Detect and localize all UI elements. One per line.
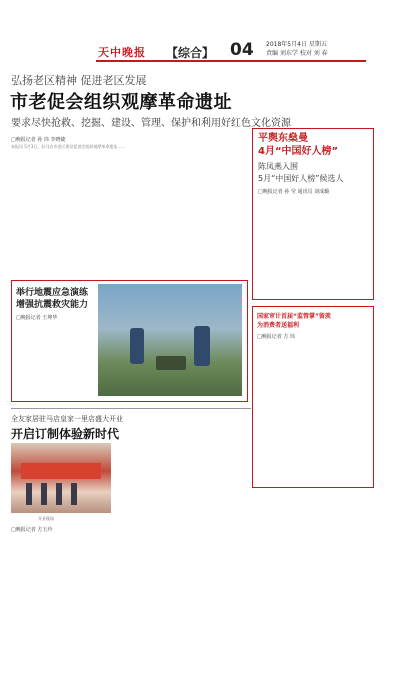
drill-story-byline: □晚报记者 王坤华 xyxy=(16,315,58,321)
side-story-title-1: 平舆东燊曼 xyxy=(258,133,308,144)
opening-byline: □晚报记者 方玉玲 xyxy=(11,527,53,533)
opening-person-2 xyxy=(41,483,47,505)
drill-story-title-1: 举行地震应急演练 xyxy=(16,288,89,298)
lead-headline: 市老促会组织观摩革命遗址 xyxy=(10,92,232,113)
issue-date: 2018年5月4日 xyxy=(266,41,307,48)
opening-photo xyxy=(11,443,111,513)
opening-banner xyxy=(21,463,101,479)
masthead-section: 【综合】 xyxy=(166,46,215,60)
lead-byline: □晚报记者 孙 玮 李晓婕 xyxy=(11,137,66,143)
opening-person-3 xyxy=(56,483,62,505)
side-story-byline: □晚报记者 孙 莹 通讯员 刘成璐 xyxy=(258,189,330,195)
masthead-meta xyxy=(266,40,356,58)
opening-person-4 xyxy=(71,483,77,505)
legal-story-title-2: 为消费者送福利 xyxy=(257,322,300,329)
side-story-title-2: 4月“中国好人榜” xyxy=(258,146,339,157)
opening-body-col1 xyxy=(11,534,111,644)
side-story-body xyxy=(258,197,368,293)
opening-photo-caption: 开业现场 xyxy=(38,516,54,521)
legal-story-byline: □晚报记者 方 玮 xyxy=(257,334,295,340)
opening-headline: 开启订制体验新时代 xyxy=(11,427,120,441)
lead-subhead: 要求尽快抢救、挖掘、建设、管理、保护和利用好红色文化资源 xyxy=(11,118,291,129)
legal-story-title-1: 国家审计首届“监管掌”留羡 xyxy=(257,313,331,320)
opening-top-rule xyxy=(11,408,251,409)
masthead-logo: 天中晚报 xyxy=(98,46,146,59)
editor-credit: 责编 刘东学 xyxy=(266,50,298,57)
drill-person-2 xyxy=(194,326,210,366)
lead-body-col1 xyxy=(11,144,126,268)
proof-credit: 校对 刘 春 xyxy=(299,50,328,57)
masthead-rule xyxy=(96,60,366,62)
drill-equipment xyxy=(156,356,186,370)
drill-person-1 xyxy=(130,328,144,364)
opening-person-1 xyxy=(26,483,32,505)
opening-body-col2 xyxy=(116,443,182,643)
lead-date-note: 本报讯 5月3日，驻马店市老区建设促进会组织观摩革命遗址…… xyxy=(11,144,126,149)
legal-story-body xyxy=(257,342,367,482)
drill-story-body xyxy=(16,322,94,396)
drill-story-title-2: 增强抗震救灾能力 xyxy=(16,300,89,310)
lead-body-col2 xyxy=(131,144,246,268)
page-number: 04 xyxy=(230,40,254,60)
side-story-sub-2: 5月“中国好人榜”候选人 xyxy=(258,174,344,183)
side-story-sub-1: 陈凤燕入围 xyxy=(258,162,298,171)
issue-weekday: 星期五 xyxy=(308,41,327,48)
lead-kicker: 弘扬老区精神 促进老区发展 xyxy=(11,74,147,87)
drill-photo xyxy=(98,284,242,396)
opening-body-col3 xyxy=(186,443,252,643)
opening-kicker: 全友家居驻马店皇家一里店盛大开业 xyxy=(11,415,123,423)
right-lower-body xyxy=(257,492,367,642)
